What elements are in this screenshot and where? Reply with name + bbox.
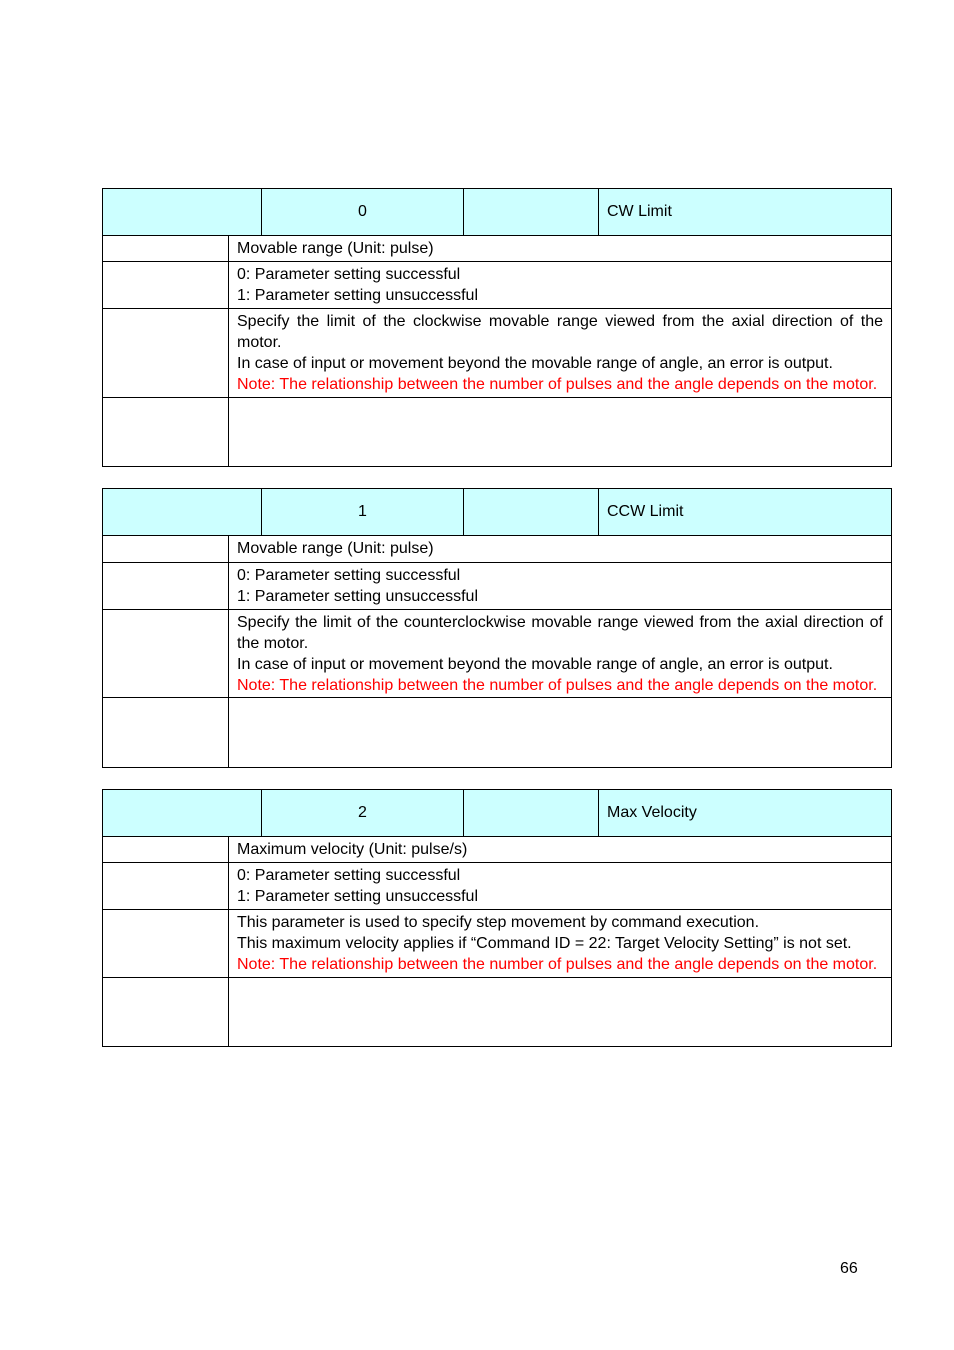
description-row [103,910,891,978]
page-number: 66 [840,1260,858,1277]
range-row [103,837,891,863]
param-table-max-velocity [102,789,892,1047]
return-row [103,563,891,610]
remarks-row [103,398,891,466]
header-label-cell [464,489,599,535]
remarks-text [229,698,891,767]
range-text: Maximum velocity (Unit: pulse/s) [237,841,468,858]
range-row [103,236,891,262]
param-id: 1 [262,489,464,535]
return-line: 1: Parameter setting unsuccessful [237,588,479,605]
description-row [103,309,891,398]
remarks-text [229,978,891,1046]
return-line: 0: Parameter setting successful [237,867,461,884]
header-label-cell [103,790,262,836]
description-text: This parameter is used to specify step movement by command execution. [237,914,760,931]
description-text: Specify the limit of the counterclockwise movable range viewed from the axial direction of the motor. [237,614,883,652]
note-text: Note: The relationship between the number of pulses and the angle depends on the motor. [237,376,878,393]
remarks-text [229,398,891,466]
return-line: 1: Parameter setting unsuccessful [237,888,479,905]
param-name: CW Limit [607,203,672,220]
description-text-2: In case of input or movement beyond the movable range of angle, an error is output. [237,656,833,673]
param-name: Max Velocity [607,804,697,821]
return-line: 0: Parameter setting successful [237,266,461,283]
return-line: 1: Parameter setting unsuccessful [237,287,479,304]
return-line: 0: Parameter setting successful [237,567,461,584]
param-header [103,489,891,536]
header-label-cell [103,489,262,535]
param-id: 2 [262,790,464,836]
description-text: Specify the limit of the clockwise movable range viewed from the axial direction of the motor. [237,313,883,351]
description-text-2: This maximum velocity applies if “Command ID = 22: Target Velocity Setting” is not set. [237,935,852,952]
param-id: 0 [262,189,464,235]
return-row [103,262,891,309]
remarks-row [103,978,891,1046]
range-row [103,536,891,563]
header-label-cell [464,790,599,836]
range-text: Movable range (Unit: pulse) [237,540,434,557]
param-table-ccw-limit [102,488,892,768]
description-text-2: In case of input or movement beyond the movable range of angle, an error is output. [237,355,833,372]
remarks-row [103,698,891,767]
return-row [103,863,891,910]
param-table-cw-limit [102,188,892,467]
header-label-cell [103,189,262,235]
param-header [103,189,891,236]
range-text: Movable range (Unit: pulse) [237,240,434,257]
note-text: Note: The relationship between the number of pulses and the angle depends on the motor. [237,956,878,973]
note-text: Note: The relationship between the number of pulses and the angle depends on the motor. [237,677,878,694]
header-label-cell [464,189,599,235]
description-row [103,610,891,698]
param-name: CCW Limit [607,503,684,520]
param-header [103,790,891,837]
